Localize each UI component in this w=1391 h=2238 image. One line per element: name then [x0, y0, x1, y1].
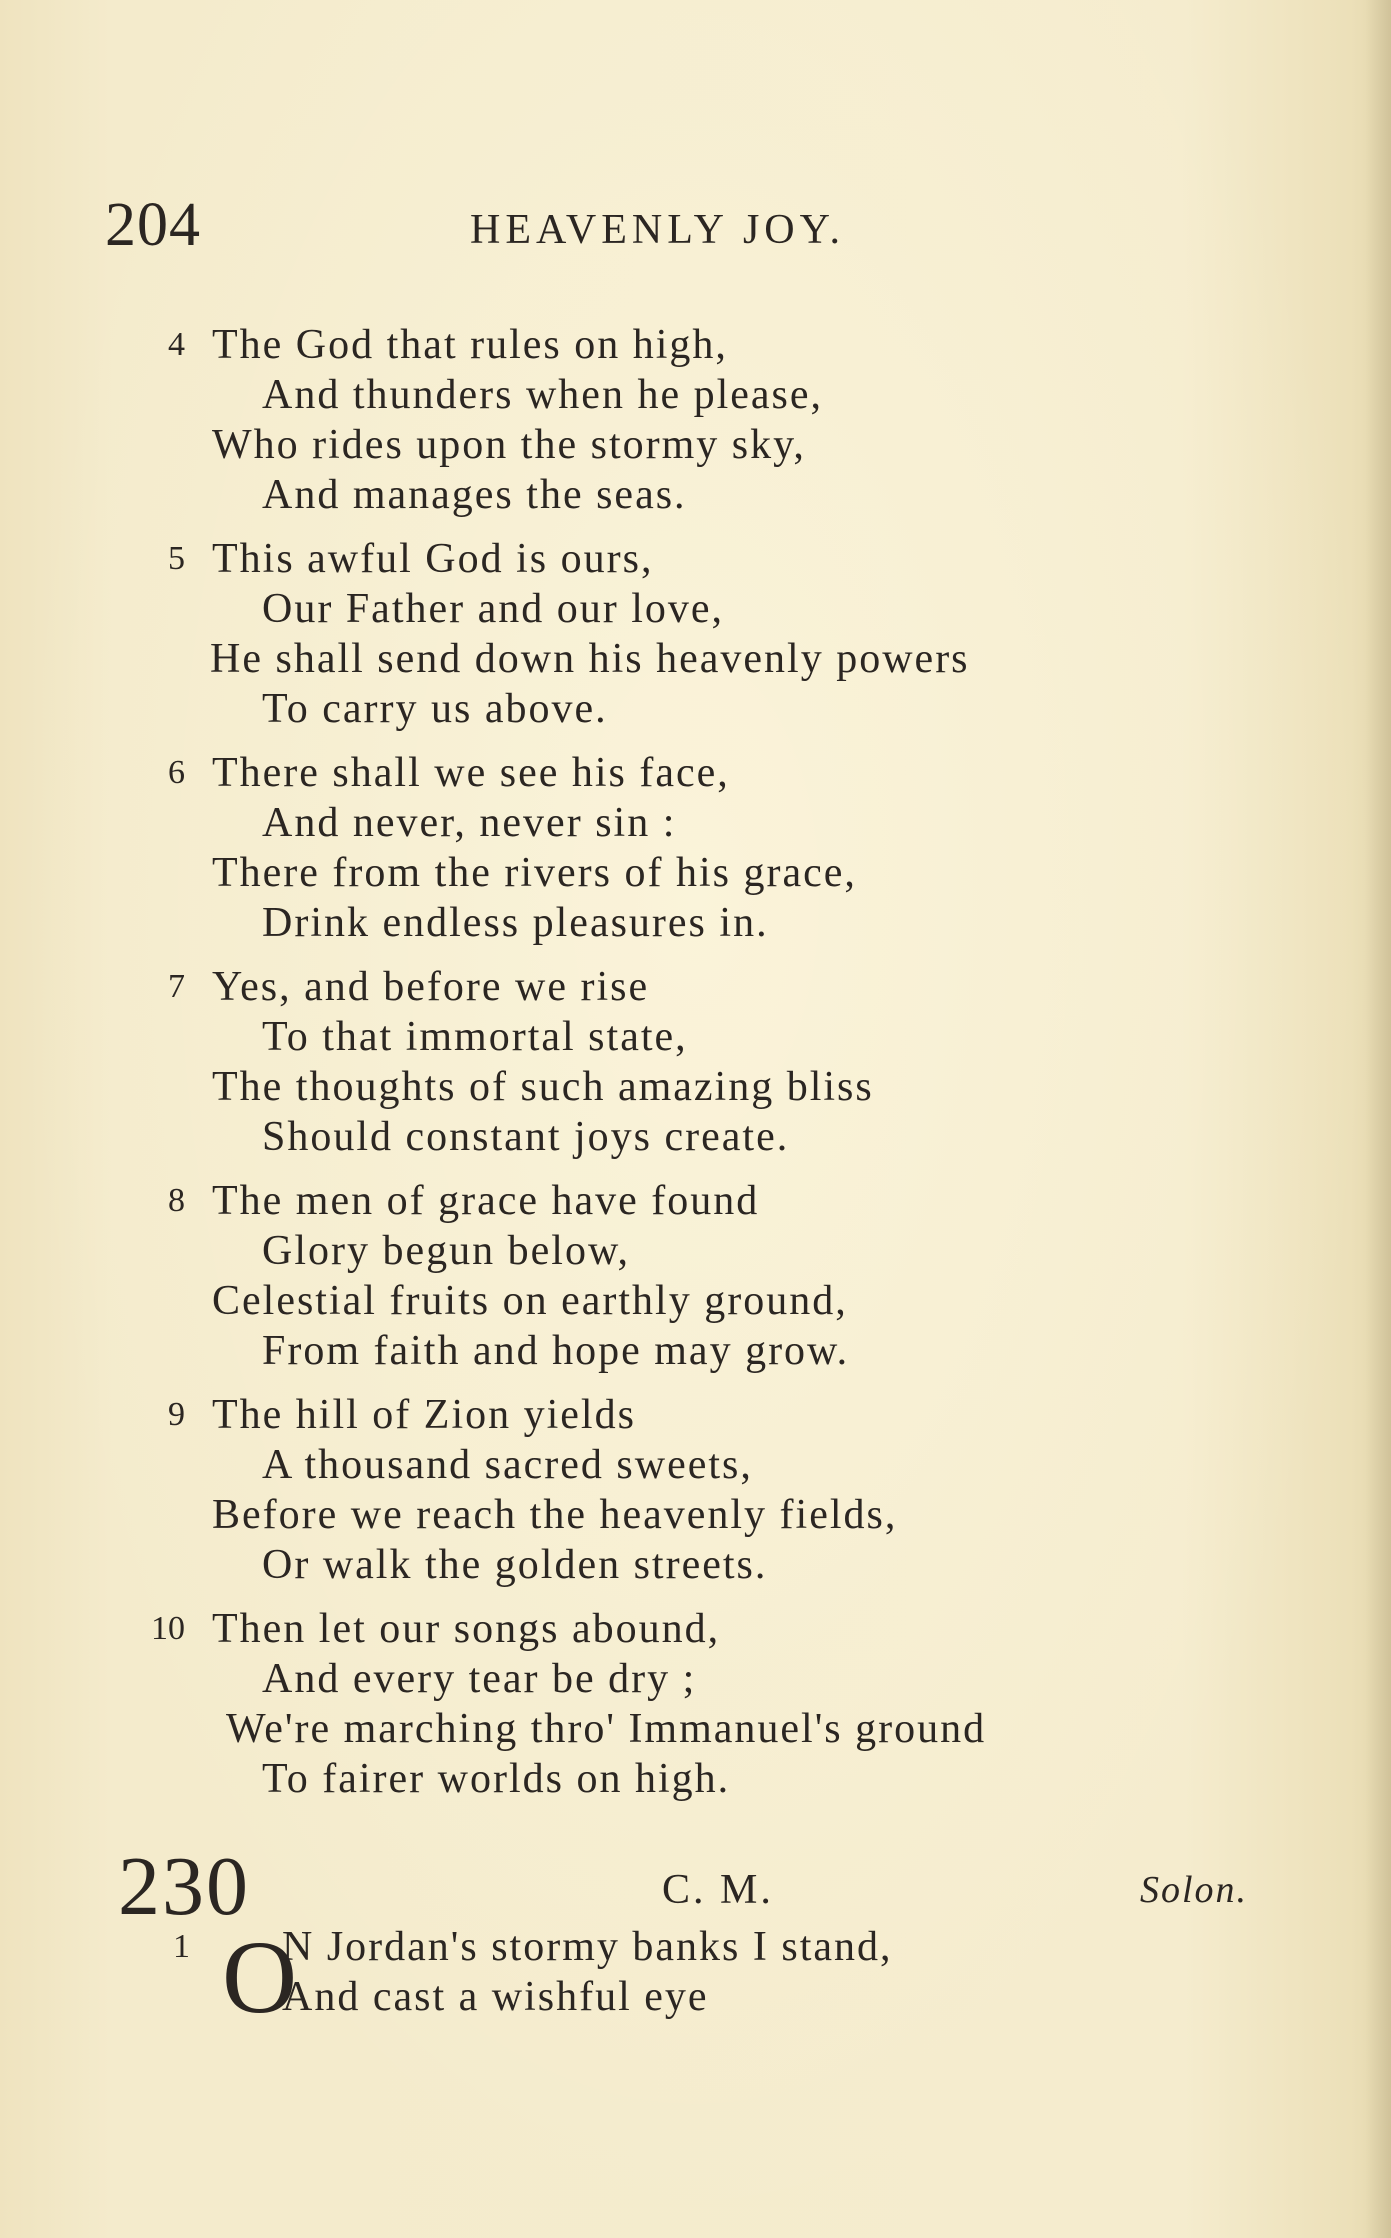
- stanza-line: [0, 370, 1391, 420]
- stanza-5: [0, 534, 1391, 734]
- verse-number: 6: [168, 754, 185, 791]
- line-text: Glory begun below,: [262, 1228, 631, 1274]
- stanza-line: [0, 1440, 1391, 1490]
- line-text: And manages the seas.: [262, 472, 687, 518]
- stanza-line: [0, 470, 1391, 520]
- line-text: We're marching thro' Immanuel's ground: [226, 1706, 987, 1752]
- stanza-line: [0, 1922, 1391, 1972]
- line-text: He shall send down his heavenly powers: [210, 636, 970, 682]
- stanza-line: [0, 1390, 1391, 1440]
- stanza-8: [0, 1176, 1391, 1376]
- verse-number: 8: [168, 1182, 185, 1219]
- drop-cap: O: [222, 1920, 298, 2035]
- stanza-line: [0, 634, 1391, 684]
- line-text: Yes, and before we rise: [212, 964, 650, 1010]
- stanza-4: [0, 320, 1391, 520]
- stanza-line: [0, 1062, 1391, 1112]
- hymn-meter: C. M.: [662, 1867, 774, 1913]
- line-text: Or walk the golden streets.: [262, 1542, 768, 1588]
- line-text: The hill of Zion yields: [212, 1392, 636, 1438]
- stanza-line: [0, 1604, 1391, 1654]
- stanza-line: [0, 684, 1391, 734]
- stanza-line: [0, 1972, 1391, 2022]
- stanza-line: [0, 1654, 1391, 1704]
- line-text: There shall we see his face,: [212, 750, 730, 796]
- hymn-tune: Solon.: [1140, 1869, 1249, 1911]
- stanza-line: [0, 962, 1391, 1012]
- stanza-line: [0, 1326, 1391, 1376]
- line-text: Who rides upon the stormy sky,: [212, 422, 806, 468]
- running-title: HEAVENLY JOY.: [470, 207, 846, 253]
- stanza-line: [0, 1012, 1391, 1062]
- line-text: Celestial fruits on earthly ground,: [212, 1278, 848, 1324]
- verse-number: 4: [168, 326, 185, 363]
- line-text: Then let our songs abound,: [212, 1606, 721, 1652]
- stanza-line: [0, 1112, 1391, 1162]
- verse-number: 9: [168, 1396, 185, 1433]
- line-text: Our Father and our love,: [262, 586, 725, 632]
- page-edge-shadow: [1365, 0, 1391, 2238]
- hymn-body: [0, 320, 1391, 1818]
- stanza-line: [0, 1704, 1391, 1754]
- line-text: The men of grace have found: [212, 1178, 760, 1224]
- line-text: Should constant joys create.: [262, 1114, 790, 1160]
- line-text: To fairer worlds on high.: [262, 1756, 731, 1802]
- stanza-line: [0, 1226, 1391, 1276]
- line-text: There from the rivers of his grace,: [212, 850, 857, 896]
- hymn-230-stanza-1: [0, 1920, 1391, 2035]
- stanza-line: [0, 1754, 1391, 1804]
- line-text: And cast a wishful eye: [282, 1974, 709, 2020]
- line-text: From faith and hope may grow.: [262, 1328, 850, 1374]
- line-text: And every tear be dry ;: [262, 1656, 697, 1702]
- stanza-line: [0, 898, 1391, 948]
- stanza-line: [0, 748, 1391, 798]
- stanza-7: [0, 962, 1391, 1162]
- line-text: Drink endless pleasures in.: [262, 900, 769, 946]
- line-text: A thousand sacred sweets,: [262, 1442, 753, 1488]
- page-number: 204: [105, 191, 201, 259]
- line-text: And never, never sin :: [262, 800, 677, 846]
- line-text: This awful God is ours,: [212, 536, 654, 582]
- stanza-line: [0, 584, 1391, 634]
- stanza-line: [0, 848, 1391, 898]
- stanza-10: [0, 1604, 1391, 1804]
- line-text: The God that rules on high,: [212, 322, 728, 368]
- stanza-line: [0, 1176, 1391, 1226]
- verse-number: 7: [168, 968, 185, 1005]
- stanza-line: [0, 534, 1391, 584]
- line-text: To carry us above.: [262, 686, 608, 732]
- line-text: Before we reach the heavenly fields,: [212, 1492, 898, 1538]
- stanza-line: [0, 1276, 1391, 1326]
- line-text: The thoughts of such amazing bliss: [212, 1064, 874, 1110]
- stanza-line: [0, 320, 1391, 370]
- page-header: [0, 190, 1391, 270]
- verse-number: 10: [151, 1610, 185, 1647]
- hymn-number: 230: [118, 1840, 250, 1933]
- stanza-line: [0, 798, 1391, 848]
- line-text: N Jordan's stormy banks I stand,: [282, 1924, 893, 1970]
- line-text: And thunders when he please,: [262, 372, 824, 418]
- stanza-line: [0, 1490, 1391, 1540]
- stanza-line: [0, 1540, 1391, 1590]
- stanza-line: [0, 420, 1391, 470]
- stanza-6: [0, 748, 1391, 948]
- stanza-9: [0, 1390, 1391, 1590]
- verse-number: 1: [173, 1928, 190, 1965]
- line-text: To that immortal state,: [262, 1014, 688, 1060]
- verse-number: 5: [168, 540, 185, 577]
